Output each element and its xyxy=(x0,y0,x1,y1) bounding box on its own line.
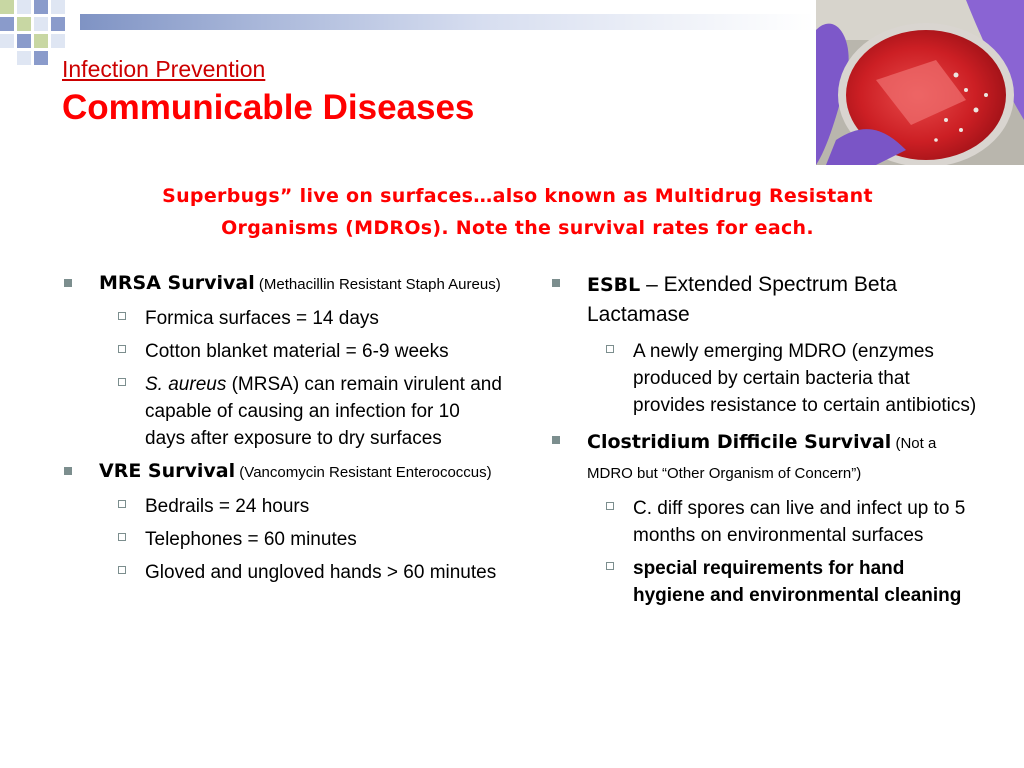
bullet-cdiff xyxy=(550,427,980,487)
square-bullet-icon xyxy=(552,436,560,444)
sub-bullet-text: Telephones = 60 minutes xyxy=(145,529,357,550)
sub-bullet xyxy=(62,526,502,553)
intro-line-2: Organisms (MDROs). Note the survival rates for each. xyxy=(221,217,814,239)
vre-note: (Vancomycin Resistant Enterococcus) xyxy=(235,464,492,481)
mrsa-note: (Methacillin Resistant Staph Aureus) xyxy=(254,276,501,293)
sub-bullet xyxy=(550,338,980,419)
sub-bullet-text: (MRSA) can remain virulent and capable of causing an infection for 10 days after exposure to dry surfaces xyxy=(145,374,502,449)
petri-dish-photo xyxy=(816,0,1024,165)
sub-bullet xyxy=(550,555,980,609)
bullet-vre xyxy=(62,458,502,485)
sub-bullet-text: A newly emerging MDRO (enzymes produced by certain bacteria that provides resistance to certain antibiotics) xyxy=(633,341,977,416)
header-gradient-bar xyxy=(80,14,815,30)
right-column xyxy=(550,270,980,615)
hollow-square-bullet-icon xyxy=(118,312,126,320)
sub-bullet xyxy=(62,559,502,586)
hollow-square-bullet-icon xyxy=(606,502,614,510)
esbl-heading: ESBL xyxy=(587,274,641,296)
square-bullet-icon xyxy=(64,467,72,475)
sub-bullet xyxy=(62,371,502,452)
mrsa-heading: MRSA Survival xyxy=(99,272,255,294)
sub-bullet xyxy=(62,305,502,332)
sub-bullet-text: C. diff spores can live and infect up to 5 months on environmental surfaces xyxy=(633,498,966,546)
sub-bullet-text: Formica surfaces = 14 days xyxy=(145,308,379,329)
hollow-square-bullet-icon xyxy=(118,566,126,574)
bullet-mrsa xyxy=(62,270,502,297)
species-name: S. aureus xyxy=(145,374,227,395)
cdiff-heading: Clostridium Difficile Survival xyxy=(587,431,892,453)
intro-text xyxy=(40,180,995,244)
square-bullet-icon xyxy=(64,279,72,287)
vre-heading: VRE Survival xyxy=(99,460,236,482)
hollow-square-bullet-icon xyxy=(118,533,126,541)
left-column xyxy=(62,270,502,592)
hollow-square-bullet-icon xyxy=(606,345,614,353)
sub-bullet-text: special requirements for hand hygiene and environmental cleaning xyxy=(633,558,962,606)
sub-bullet xyxy=(62,338,502,365)
hollow-square-bullet-icon xyxy=(118,345,126,353)
section-subtitle: Infection Prevention xyxy=(62,56,266,82)
sub-bullet-text: Bedrails = 24 hours xyxy=(145,496,310,517)
bullet-esbl xyxy=(550,270,980,330)
hollow-square-bullet-icon xyxy=(118,378,126,386)
slide-title: Communicable Diseases xyxy=(62,88,475,127)
sub-bullet xyxy=(62,493,502,520)
esbl-text: – Extended Spectrum Beta Lactamase xyxy=(587,273,898,326)
sub-bullet-text: Cotton blanket material = 6-9 weeks xyxy=(145,341,449,362)
sub-bullet-text: Gloved and ungloved hands > 60 minutes xyxy=(145,562,497,583)
square-bullet-icon xyxy=(552,279,560,287)
sub-bullet xyxy=(550,495,980,549)
cdiff-note: (Not a MDRO but “Other Organism of Concern”) xyxy=(587,435,937,482)
hollow-square-bullet-icon xyxy=(118,500,126,508)
intro-line-1: Superbugs” live on surfaces…also known as Multidrug Resistant xyxy=(162,185,873,207)
hollow-square-bullet-icon xyxy=(606,562,614,570)
